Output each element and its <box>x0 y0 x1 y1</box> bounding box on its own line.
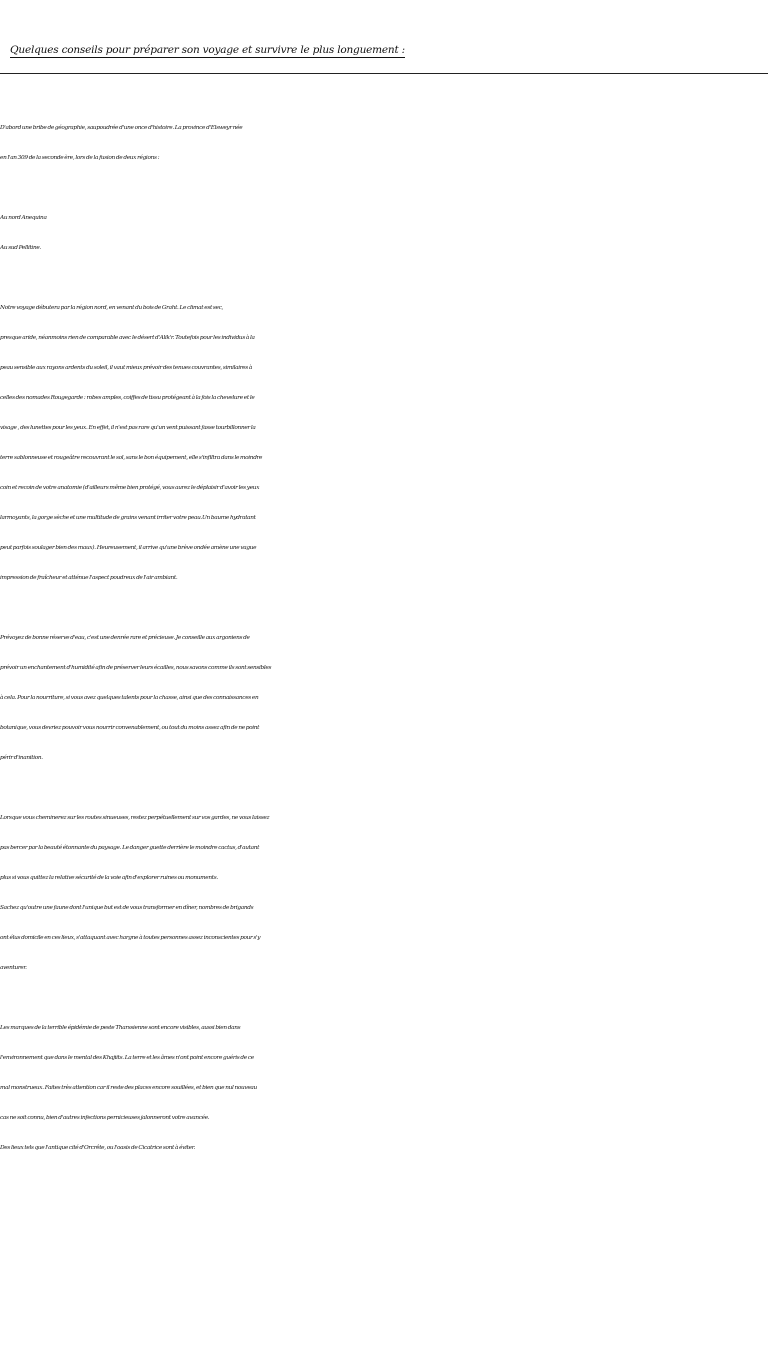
text-line: peut parfois soulager bien des maux). Heureusement, il arrive qu'une brève ondée amène une vague <box>0 545 257 551</box>
paragraph-plague <box>0 1015 768 1165</box>
text-line: ont élus domicile en ces lieux, s'attaquant avec hargne à toutes personnes assez inconscientes pour s'y <box>0 935 261 941</box>
paragraph-dangers <box>0 805 768 985</box>
text-line: D'abord une bribe de géographie, saupoudrée d'une once d'histoire. La province d'Elsweyr née <box>0 125 243 131</box>
paragraph-regions <box>0 205 768 265</box>
text-line: Lorsque vous cheminerez sur les routes sinueuses, restez perpétuellement sur vos gardes, ne vous laissez <box>0 815 270 821</box>
paragraph-gap <box>0 175 768 205</box>
paragraph-gap <box>0 265 768 295</box>
text-line: Sachez qu'outre une faune dont l'unique but est de vous transformer en dîner, nombres de brigands <box>0 905 254 911</box>
document-title: Quelques conseils pour préparer son voyage et survivre le plus longuement : <box>10 44 405 56</box>
paragraph-climate <box>0 295 768 595</box>
title-divider <box>0 73 768 74</box>
paragraph-gap <box>0 775 768 805</box>
text-line: pas bercer par la beauté étonnante du paysage. Le danger guette derrière le moindre cactus, d'autant <box>0 845 260 851</box>
text-line: cas ne soit connu, bien d'autres infections pernicieuses jalonneront votre avancée. <box>0 1115 210 1121</box>
paragraph-supplies <box>0 625 768 775</box>
text-line: à cela. Pour la nourriture, si vous avez quelques talents pour la chasse, ainsi que des connaissances en <box>0 695 259 701</box>
text-line: botanique, vous devriez pouvoir vous nourrir convenablement, ou tout du moins assez afin de ne point <box>0 725 260 731</box>
paragraph-intro <box>0 115 768 175</box>
text-line: Notre voyage débutera par la région nord, en venant du bois de Graht. Le climat est sec, <box>0 305 224 311</box>
text-line: Des lieux tels que l'antique cité d'Orcrête, ou l'oasis de Cicatrice sont à éviter. <box>0 1145 195 1151</box>
text-line: impression de fraîcheur et atténue l'aspect poudreux de l'air ambiant. <box>0 575 178 581</box>
text-line: aventurer. <box>0 965 27 971</box>
text-line: mal monstrueux. Faites très attention car il reste des places encore souillées, et bien que nul nouveau <box>0 1085 257 1091</box>
paragraph-gap <box>0 985 768 1015</box>
text-line: prévoir un enchantement d'humidité afin de préserver leurs écailles, nous savons comme ils sont sensibles <box>0 665 272 671</box>
text-line: terre sablonneuse et rougeâtre recouvrant le sol, sans le bon équipement, elle s'infiltra dans le moindre <box>0 455 263 461</box>
text-line: presque aride, néanmoins rien de comparable avec le désert d'Alik'r. Toutefois pour les individus à la <box>0 335 255 341</box>
text-line: coin et recoin de votre anatomie (d'ailleurs même bien protégé, vous aurez le déplaisir d'avoir les yeux <box>0 485 260 491</box>
text-line: en l'an 309 de la seconde ère, lors de la fusion de deux régions : <box>0 155 160 161</box>
text-line: Au sud Pellitine. <box>0 245 41 251</box>
text-line: peau sensible aux rayons ardents du soleil, il vaut mieux prévoir des tenues couvrantes, similaires à <box>0 365 252 371</box>
text-line: périr d'inanition. <box>0 755 43 761</box>
text-line: larmoyants, la gorge sèche et une multitude de grains venant irriter votre peau.Un baume hydratant <box>0 515 256 521</box>
text-line: celles des nomades Rougegarde : robes amples, coiffes de tissu protégeant à la fois la chevelure et le <box>0 395 255 401</box>
text-line: plus si vous quittez la relative sécurité de la voie afin d'explorer ruines ou monuments. <box>0 875 218 881</box>
text-line: l'environnement que dans le mental des Khajiits. La terre et les âmes n'ont point encore guéris de ce <box>0 1055 254 1061</box>
document-body <box>0 115 768 1165</box>
text-line: Au nord Anequina <box>0 215 47 221</box>
paragraph-gap <box>0 595 768 625</box>
text-line: Les marques de la terrible épidémie de peste Tharssienne sont encore visibles, aussi bien dans <box>0 1025 241 1031</box>
text-line: Prévoyez de bonne réserve d'eau, c'est une denrée rare et précieuse. Je conseille aux argoniens de <box>0 635 250 641</box>
text-line: visage , des lunettes pour les yeux. En effet, il n'est pas rare qu'un vent puissant fasse tourbillonner la <box>0 425 256 431</box>
